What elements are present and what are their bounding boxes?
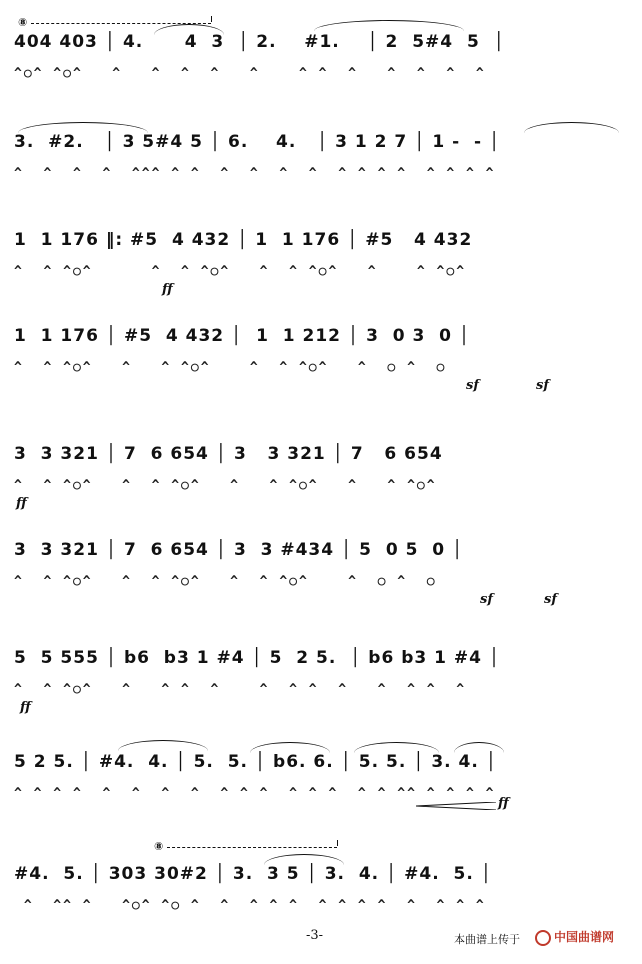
dynamic-marking: sf (480, 592, 493, 607)
rhythm-marks: ^○^ ^○^ ^ ^ ^ ^ ^ ^ ^ ^ ^ ^ ^ ^ (14, 66, 486, 81)
score-row-3 (14, 230, 628, 330)
dynamic-marking: sf (466, 378, 479, 393)
upload-notice: 本曲谱上传于 (454, 933, 520, 946)
score-row-5 (14, 444, 628, 544)
rhythm-marks: ^ ^ ^ ^ ^^^ ^ ^ ^ ^ ^ ^ ^ ^ ^ ^ ^ ^ ^ ^ (14, 166, 496, 181)
dynamic-marking: ff (16, 496, 27, 511)
notation-line: 1 1 176 ‖: #5 4 432 │ 1 1 176 │ #5 4 432 (14, 230, 473, 250)
rhythm-marks: ^ ^ ^○^ ^ ^ ^○^ ^ ^ ^○^ ^ ○ ^ ○ (14, 360, 447, 375)
notation-line: 404 403 │ 4. 4 3 │ 2. #1. │ 2 5#4 5 │ (14, 32, 505, 52)
site-logo-icon (535, 930, 551, 946)
notation-line: 3 3 321 │ 7 6 654 │ 3 3 #434 │ 5 0 5 0 │ (14, 540, 464, 560)
score-row-6 (14, 540, 628, 640)
dynamic-marking: sf (544, 592, 557, 607)
site-brand[interactable] (535, 928, 614, 946)
slur (314, 20, 464, 31)
dynamic-marking: ff (162, 282, 173, 297)
site-brand-label: 中国曲谱网 (554, 930, 615, 944)
score-row-8 (14, 752, 628, 852)
notation-line: #4. 5. │ 303 30#2 │ 3. 3 5 │ 3. 4. │ #4. 5. │ (14, 864, 492, 884)
page-footer (0, 928, 642, 950)
rhythm-marks: ^ ^^ ^ ^○^ ^○ ^ ^ ^ ^ ^ ^ ^ ^ ^ ^ ^ ^ ^ (14, 898, 486, 913)
score-row-2 (14, 132, 628, 232)
page-number: -3- (306, 928, 324, 943)
notation-line: 1 1 176 │ #5 4 432 │ 1 1 212 │ 3 0 3 0 │ (14, 326, 471, 346)
score-row-7 (14, 648, 628, 748)
notation-line: 5 5 555 │ b6 b3 1 #4 │ 5 2 5. │ b6 b3 1 #4 │ (14, 648, 501, 668)
dynamic-marking: sf (536, 378, 549, 393)
rhythm-marks: ^ ^ ^○^ ^ ^ ^○^ ^ ^ ^○^ ^ ○ ^ ○ (14, 574, 437, 589)
notation-line: 5 2 5. │ #4. 4. │ 5. 5. │ b6. 6. │ 5. 5. │ 3. 4. │ (14, 752, 498, 772)
rhythm-marks: ^ ^ ^○^ ^ ^ ^○^ ^ ^ ^○^ ^ ^ ^○^ (14, 478, 437, 493)
ottava-mark: ⑧ (154, 840, 338, 853)
rhythm-marks: ^ ^ ^ ^ ^ ^ ^ ^ ^ ^ ^ ^ ^ ^ ^ ^ ^^ ^ ^ ^ ^ (14, 786, 496, 801)
rhythm-marks: ^ ^ ^○^ ^ ^ ^○^ ^ ^ ^○^ ^ ^ ^○^ (14, 264, 467, 279)
dynamic-marking: ff (20, 700, 31, 715)
dynamic-marking: ff (498, 796, 509, 811)
notation-line: 3 3 321 │ 7 6 654 │ 3 3 321 │ 7 6 654 (14, 444, 443, 464)
ottava-mark: ⑧ (18, 16, 212, 29)
score-row-4 (14, 326, 628, 426)
score-row-1 (14, 16, 628, 132)
rhythm-marks: ^ ^ ^○^ ^ ^ ^ ^ ^ ^ ^ ^ ^ ^ ^ ^ (14, 682, 467, 697)
crescendo-hairpin (416, 802, 496, 810)
notation-line: 3. #2. │ 3 5#4 5 │ 6. 4. │ 3 1 2 7 │ 1 - - │ (14, 132, 501, 152)
